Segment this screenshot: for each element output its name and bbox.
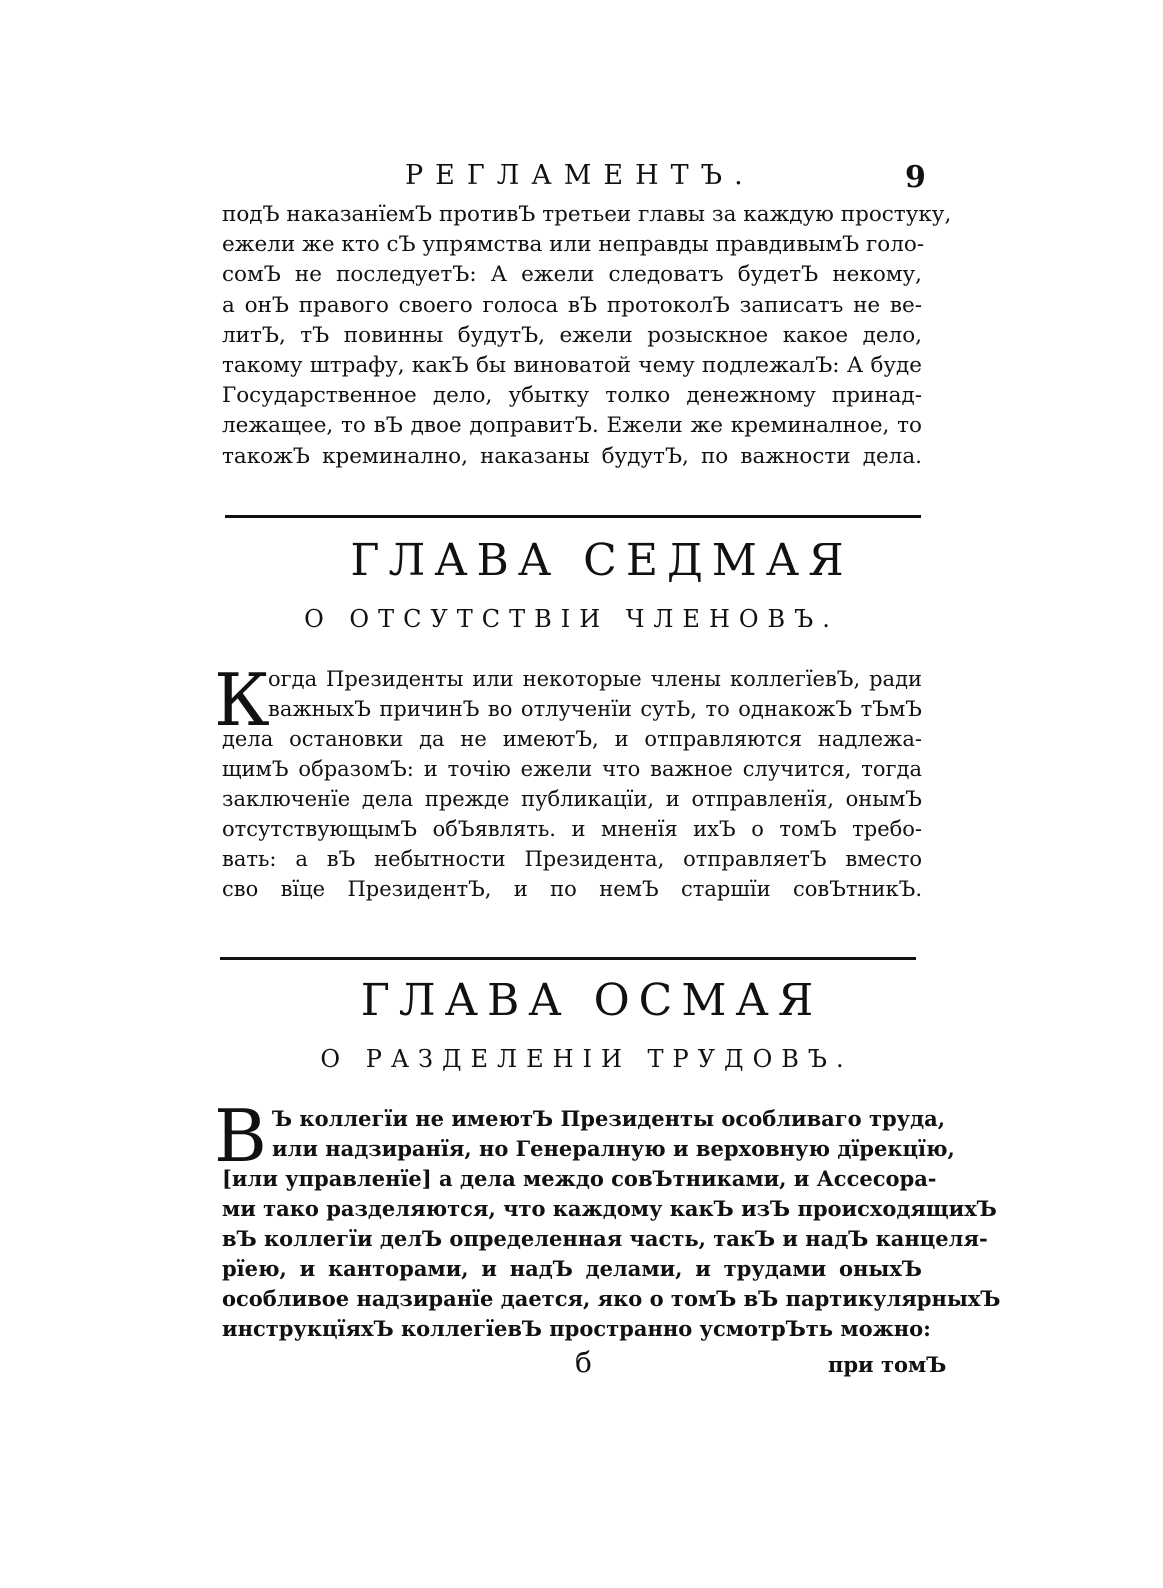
text-line: а онЪ правого своего голоса вЪ протоколЪ записатъ не ве-: [222, 292, 922, 318]
signature-mark: б: [575, 1346, 592, 1379]
text-line: вЪ коллегїи делЪ определенная часть, такЪ и надЪ канцеля-: [222, 1226, 988, 1251]
page-number: 9: [905, 160, 926, 195]
text-line: такожЪ креминално, наказаны будутЪ, по важности дела.: [222, 443, 922, 469]
text-line: [или управленїе] а дела междо совЪтниками, и Ассесора-: [222, 1166, 937, 1191]
text-line: Ъ коллегїи не имеютЪ Президенты особливаго труда,: [272, 1106, 946, 1131]
text-line: отсутствующымЪ обЪявлять. и мненїя ихЪ о томЪ требо-: [222, 817, 922, 841]
text-line: огда Президенты или некоторые члены коллегїевЪ, ради: [268, 667, 922, 691]
text-line: или надзиранїя, но Генералную и верховную дїрекцїю,: [272, 1136, 955, 1161]
text-line: вать: а вЪ небытности Президента, отправляетЪ вместо: [222, 847, 922, 871]
chapter-subtitle: О ОТСУТСТВIИ ЧЛЕНОВЪ.: [304, 605, 839, 633]
text-line: ми тако разделяются, что каждому какЪ изЪ происходящихЪ: [222, 1196, 997, 1221]
chapter-paragraph: [222, 664, 922, 904]
text-line: литЪ, тЪ повинны будутЪ, ежели розыскное какое дело,: [222, 322, 922, 348]
drop-cap: К: [214, 658, 270, 742]
running-head: РЕГЛАМЕНТЪ.: [405, 160, 755, 191]
text-line: сомЪ не последуетЪ: А ежели следоватъ будетЪ некому,: [222, 262, 922, 288]
text-line: лежащее, то вЪ двое доправитЪ. Ежели же креминалное, то: [222, 413, 922, 439]
chapter-subtitle: О РАЗДЕЛЕНIИ ТРУДОВЪ.: [320, 1045, 853, 1073]
text-line: заключенїе дела прежде публикацїи, и отправленїя, онымЪ: [222, 787, 922, 811]
chapter-paragraph: [222, 1104, 1001, 1344]
text-line: дела остановки да не имеютЪ, и отправляются надлежа-: [222, 727, 922, 751]
section-divider: [225, 515, 921, 518]
drop-cap: В: [214, 1094, 267, 1178]
chapter-title: ГЛАВА ОСМАЯ: [360, 975, 823, 1026]
text-line: сво вїце ПрезидентЪ, и по немЪ старшїи совЪтникЪ.: [222, 877, 922, 901]
text-line: такому штрафу, какЪ бы виноватой чему подлежалЪ: А буде: [222, 352, 922, 378]
text-line: инструкцїяхЪ коллегїевЪ пространно усмотрЪть можно:: [222, 1316, 931, 1341]
text-line: подЪ наказанїемЪ противЪ третьеи главы за каждую простуку,: [222, 202, 952, 227]
text-line: рїею, и канторами, и надЪ делами, и трудами оныхЪ: [222, 1256, 922, 1281]
catchword: при томЪ: [828, 1352, 947, 1377]
chapter-title: ГЛАВА СЕДМАЯ: [350, 535, 853, 586]
text-line: ежели же кто сЪ упрямства или неправды правдивымЪ голо-: [222, 232, 925, 258]
section-divider: [220, 957, 916, 960]
text-line: особливое надзиранїе дается, яко о томЪ вЪ партикулярныхЪ: [222, 1286, 1001, 1311]
text-line: щимЪ образомЪ: и точію ежели что важное случится, тогда: [222, 757, 922, 781]
paragraph-continued: [222, 200, 952, 472]
text-line: важныхЪ причинЪ во отлученїи сутЬ, то однакожЪ тЪмЪ: [268, 697, 922, 721]
text-line: Государственное дело, убытку толко денежному принад-: [222, 383, 922, 409]
